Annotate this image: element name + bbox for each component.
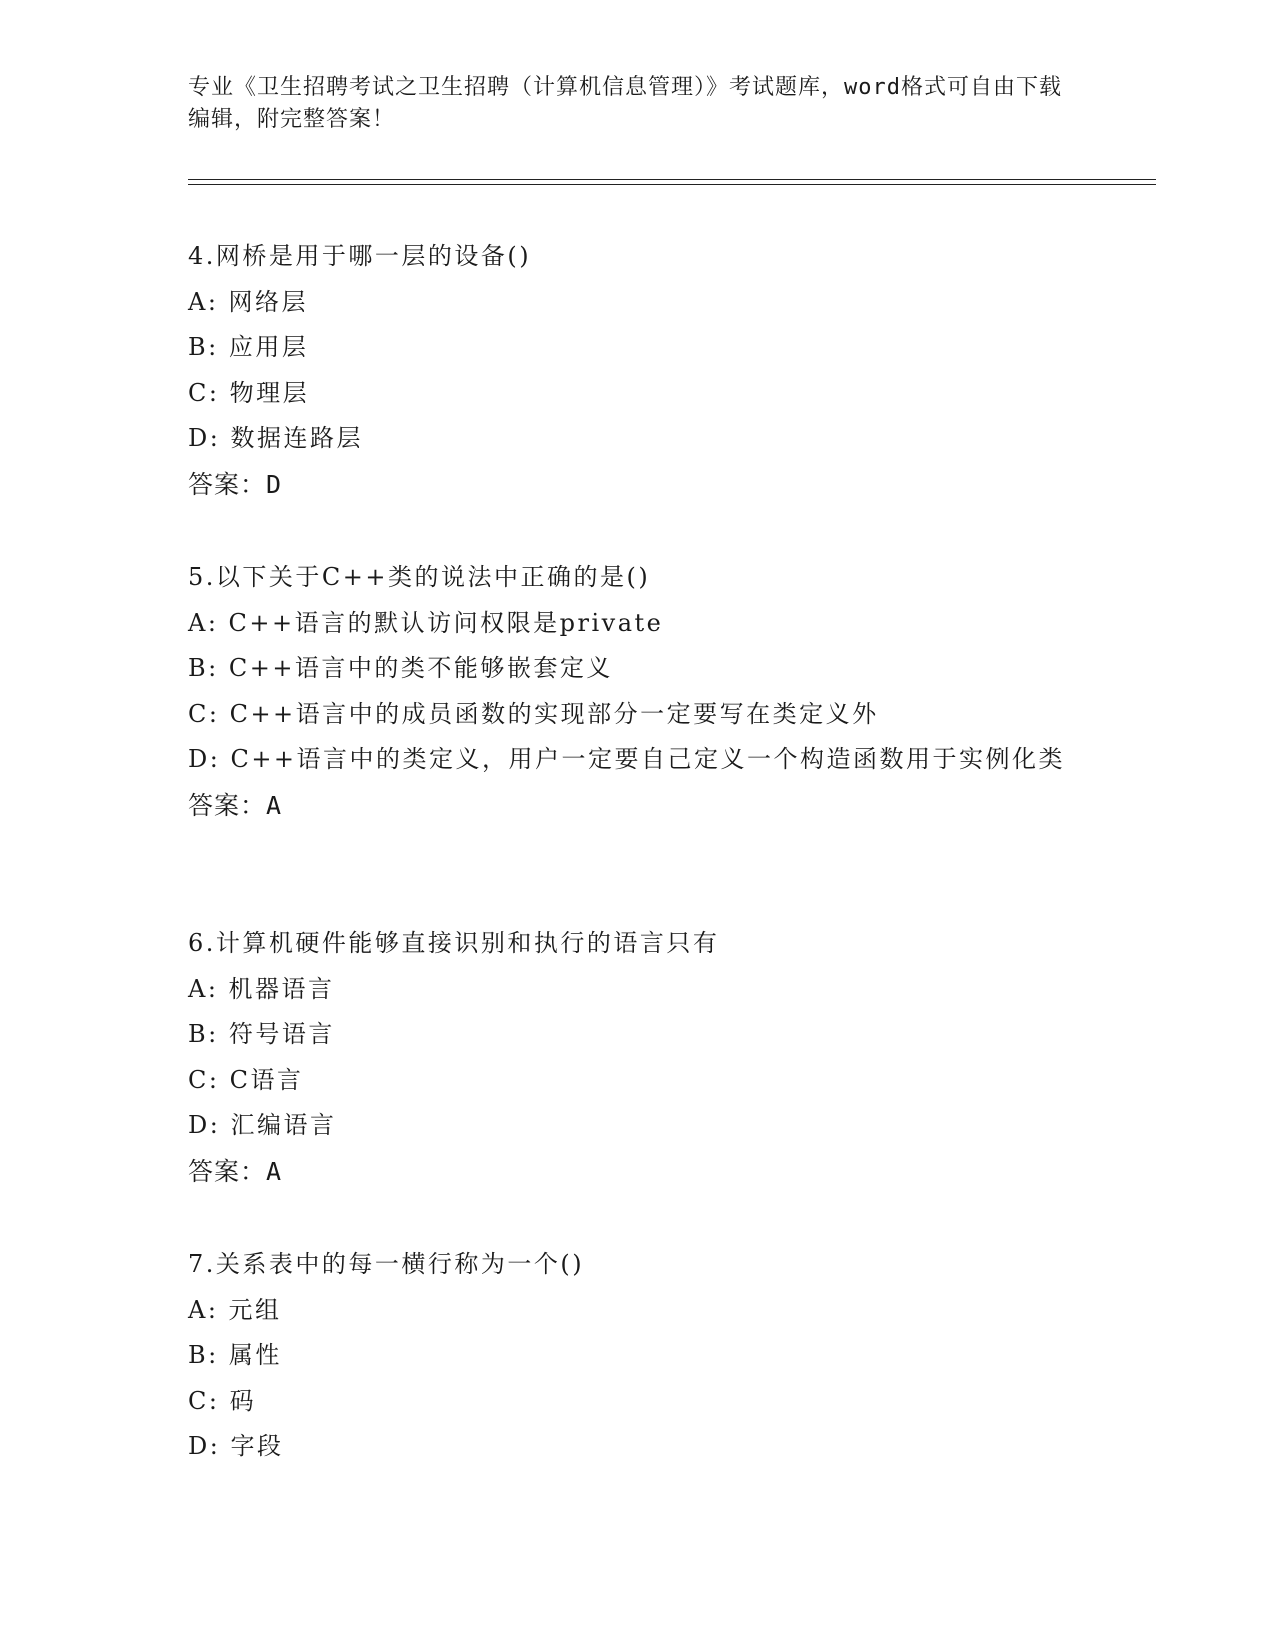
question-block bbox=[188, 555, 1068, 828]
option-b: B: 属性 bbox=[188, 1341, 282, 1369]
question-stem: 5.以下关于C++类的说法中正确的是() bbox=[188, 563, 651, 591]
option-d: D: 数据连路层 bbox=[188, 424, 363, 452]
document-intro: 专业《卫生招聘考试之卫生招聘（计算机信息管理）》考试题库，word格式可自由下载编辑，附完整答案！ bbox=[188, 75, 1062, 132]
question-block bbox=[188, 234, 1068, 507]
option-b: B: 应用层 bbox=[188, 333, 309, 361]
divider-line bbox=[188, 184, 1156, 185]
option-c: C: C语言 bbox=[188, 1065, 304, 1094]
option-b: B: 符号语言 bbox=[188, 1020, 335, 1048]
option-c: C: 物理层 bbox=[188, 378, 310, 407]
option-a: A: 机器语言 bbox=[188, 974, 335, 1003]
question-block bbox=[188, 921, 1068, 1194]
option-d: D: 字段 bbox=[188, 1432, 284, 1460]
answer-line: 答案：D bbox=[188, 469, 283, 499]
option-c: C: 码 bbox=[188, 1386, 257, 1415]
option-a: A: 元组 bbox=[188, 1295, 282, 1324]
option-a: A: 网络层 bbox=[188, 287, 309, 316]
option-b: B: C++语言中的类不能够嵌套定义 bbox=[188, 654, 613, 682]
divider-line bbox=[188, 179, 1156, 180]
option-d: D: 汇编语言 bbox=[188, 1111, 337, 1139]
question-block bbox=[188, 1242, 1068, 1470]
option-a: A: C++语言的默认访问权限是private bbox=[188, 608, 664, 637]
question-stem: 4.网桥是用于哪一层的设备() bbox=[188, 242, 532, 270]
question-stem: 7.关系表中的每一横行称为一个() bbox=[188, 1250, 585, 1278]
option-c: C: C++语言中的成员函数的实现部分一定要写在类定义外 bbox=[188, 699, 879, 728]
question-stem: 6.计算机硬件能够直接识别和执行的语言只有 bbox=[188, 929, 720, 957]
answer-line: 答案：A bbox=[188, 790, 283, 820]
option-d: D: C++语言中的类定义，用户一定要自己定义一个构造函数用于实例化类 bbox=[188, 745, 1066, 773]
answer-line: 答案：A bbox=[188, 1156, 283, 1186]
